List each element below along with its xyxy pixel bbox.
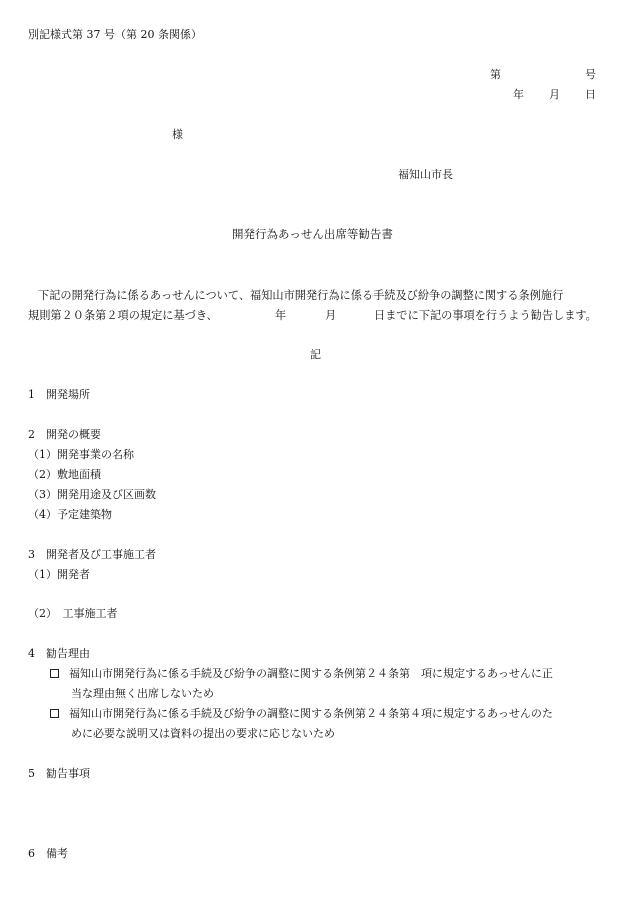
section-2-2: （2）敷地面積 (28, 468, 101, 481)
section-3-1: （1）開発者 (28, 568, 90, 581)
issuer-name: 福知山市長 (398, 168, 453, 181)
reason-1-checkbox[interactable] (50, 669, 59, 678)
body-line-2-month: 月 (325, 309, 337, 322)
form-number: 別記様式第 37 号（第 20 条関係） (28, 28, 202, 41)
body-line-2a: 規則第２０条第２項の規定に基づき、 (28, 309, 218, 322)
section-3-heading: 3 開発者及び工事施工者 (28, 548, 156, 561)
section-2-heading: 2 開発の概要 (28, 428, 101, 441)
date-day-label: 日 (585, 88, 596, 101)
section-2-3: （3）開発用途及び区画数 (28, 488, 156, 501)
date-month-label: 月 (549, 88, 560, 101)
date-year-label: 年 (513, 88, 524, 101)
document-title: 開発行為あっせん出席等勧告書 (232, 227, 393, 241)
addressee-honorific: 様 (172, 128, 183, 141)
reason-2-row (50, 708, 553, 719)
body-line-1: 下記の開発行為に係るあっせんについて、福知山市開発行為に係る手続及び紛争の調整に関する条例施行 (38, 289, 564, 302)
body-line-2-year: 年 (275, 309, 287, 322)
doc-number-suffix: 号 (585, 68, 596, 81)
section-6-heading: 6 備考 (28, 847, 68, 860)
section-4-heading: 4 勧告理由 (28, 647, 90, 660)
reason-2-text-a: 福知山市開発行為に係る手続及び紛争の調整に関する条例第２４条第４項に規定するあっせんのた (69, 707, 553, 720)
section-1-heading: 1 開発場所 (28, 388, 90, 401)
reason-1-text-a: 福知山市開発行為に係る手続及び紛争の調整に関する条例第２４条第 項に規定するあっせんに正 (69, 667, 553, 680)
reason-2-checkbox[interactable] (50, 709, 59, 718)
doc-number-prefix: 第 (490, 68, 501, 81)
section-2-4: （4）予定建築物 (28, 508, 112, 521)
reason-1-text-b: 当な理由無く出席しないため (71, 687, 214, 700)
reason-2-text-b: めに必要な説明又は資料の提出の要求に応じないため (71, 727, 335, 740)
section-2-1: （1）開発事業の名称 (28, 448, 134, 461)
section-5-heading: 5 勧告事項 (28, 767, 90, 780)
reason-1-row (50, 668, 553, 679)
section-3-2: （2） 工事施工者 (28, 607, 118, 620)
ki-label: 記 (310, 348, 321, 361)
body-line-2b: 日までに下記の事項を行うよう勧告します。 (374, 309, 597, 322)
